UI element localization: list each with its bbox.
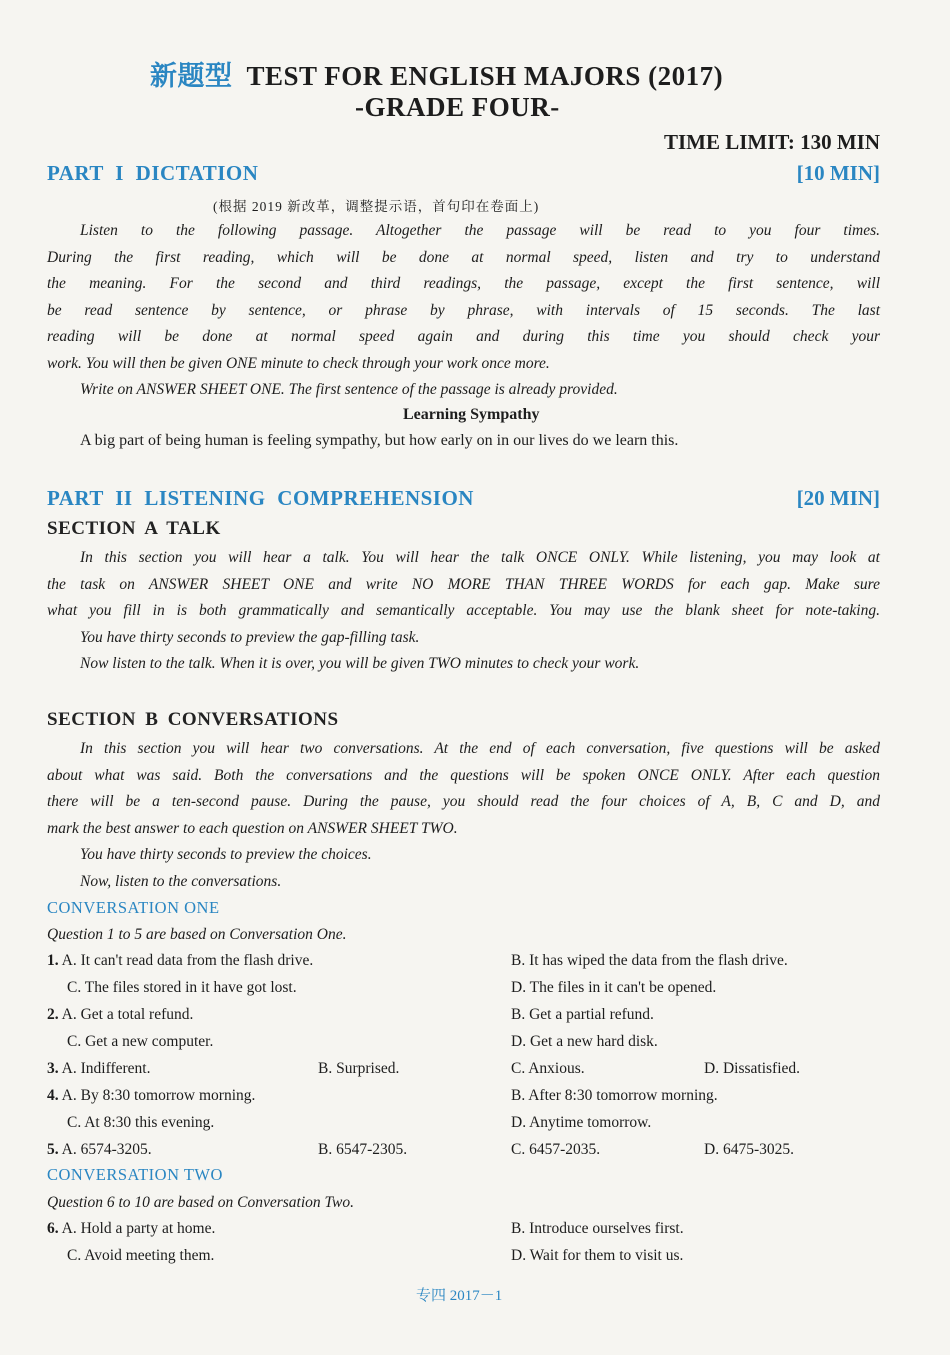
option-d: D. Dissatisfied. xyxy=(704,1060,801,1077)
time-limit: TIME LIMIT: 130 MIN xyxy=(663,130,880,154)
instruction-line: reading will be done at normal speed again and during this time you should check your xyxy=(47,328,880,345)
option-c: C. Avoid meeting them. xyxy=(67,1247,215,1264)
instruction-line: Now listen to the talk. When it is over, you will be given TWO minutes to check your work. xyxy=(80,655,640,672)
option-a: A. Hold a party at home. xyxy=(61,1220,216,1237)
instruction-line: about what was said. Both the conversations and the questions will be spoken ONCE ONLY. After each question xyxy=(47,766,880,784)
exam-subtitle: -GRADE FOUR- xyxy=(355,92,560,122)
option-b: B. 6547-2305. xyxy=(318,1141,408,1158)
option-c: C. Get a new computer. xyxy=(67,1033,214,1050)
title-cn: 新题型 xyxy=(150,61,233,91)
part1-note: (根据 2019 新改革，调整提示语，首句印在卷面上) xyxy=(213,199,540,214)
question-1 xyxy=(47,952,313,970)
option-d: D. Get a new hard disk. xyxy=(511,1033,658,1050)
question-number: 2. xyxy=(47,1006,59,1023)
option-a: A. Indifferent. xyxy=(61,1060,151,1077)
part1-time: [10 MIN] xyxy=(796,161,880,185)
question-number: 5. xyxy=(47,1141,59,1158)
instruction-line: You have thirty seconds to preview the gap-filling task. xyxy=(80,628,420,646)
instruction-line: You have thirty seconds to preview the choices. xyxy=(80,846,372,863)
option-c: C. At 8:30 this evening. xyxy=(67,1114,215,1131)
question-5 xyxy=(47,1141,152,1159)
page-number: 专四 2017－1 xyxy=(416,1288,503,1304)
instruction-line: be read sentence by sentence, or phrase by phrase, with intervals of 15 seconds. The last xyxy=(47,301,880,319)
option-a: A. By 8:30 tomorrow morning. xyxy=(61,1087,256,1104)
exam-title xyxy=(150,54,723,93)
instruction-line: mark the best answer to each question on ANSWER SHEET TWO. xyxy=(47,819,458,837)
instruction-line: Now, listen to the conversations. xyxy=(80,872,282,890)
conversation-two-heading: CONVERSATION TWO xyxy=(47,1165,223,1184)
part1-instructions xyxy=(47,218,880,404)
option-d: D. Anytime tomorrow. xyxy=(511,1114,652,1131)
question-3 xyxy=(47,1060,150,1078)
instruction-line: In this section you will hear a talk. You will hear the talk ONCE ONLY. While listening, you may look at xyxy=(80,549,880,566)
option-c: C. 6457-2035. xyxy=(511,1141,601,1158)
instruction-line: the meaning. For the second and third readings, the passage, except the first sentence, will xyxy=(47,275,880,292)
option-a: A. 6574-3205. xyxy=(61,1141,152,1158)
conversation-two-intro: Question 6 to 10 are based on Conversation Two. xyxy=(47,1194,354,1211)
option-c: C. Anxious. xyxy=(511,1060,585,1077)
title-line1: TEST FOR ENGLISH MAJORS (2017) xyxy=(246,61,724,91)
option-b: B. Surprised. xyxy=(318,1060,400,1077)
option-d: D. Wait for them to visit us. xyxy=(511,1247,684,1264)
option-a: A. Get a total refund. xyxy=(61,1006,194,1023)
sectionB-heading: SECTION B CONVERSATIONS xyxy=(47,709,339,730)
question-number: 1. xyxy=(47,952,59,969)
sectionA-instructions xyxy=(47,545,880,678)
passage-title: Learning Sympathy xyxy=(403,406,540,423)
part2-heading: PART II LISTENING COMPREHENSION xyxy=(47,486,474,510)
option-d: D. 6475-3025. xyxy=(704,1141,794,1158)
option-b: B. After 8:30 tomorrow morning. xyxy=(511,1087,718,1104)
instruction-line: Listen to the following passage. Altogether the passage will be read to you four times. xyxy=(80,222,880,239)
instruction-line: During the first reading, which will be done at normal speed, listen and try to understand xyxy=(47,248,880,266)
option-a: A. It can't read data from the flash drive. xyxy=(61,952,314,969)
instruction-line: the task on ANSWER SHEET ONE and write NO MORE THAN THREE WORDS for each gap. Make sure xyxy=(47,575,880,593)
instruction-line: what you fill in is both grammatically and semantically acceptable. You may use the blank sheet for note-taking. xyxy=(47,602,880,619)
sectionA-heading: SECTION A TALK xyxy=(47,518,221,539)
part2-time: [20 MIN] xyxy=(796,486,880,510)
option-b: B. Introduce ourselves first. xyxy=(511,1220,684,1237)
instruction-line: Write on ANSWER SHEET ONE. The first sentence of the passage is already provided. xyxy=(80,381,618,398)
option-b: B. It has wiped the data from the flash drive. xyxy=(511,952,788,969)
option-c: C. The files stored in it have got lost. xyxy=(67,979,297,996)
question-number: 4. xyxy=(47,1087,59,1104)
instruction-line: In this section you will hear two conversations. At the end of each conversation, five questions will be asked xyxy=(80,740,880,757)
conversation-one-intro: Question 1 to 5 are based on Conversation One. xyxy=(47,926,347,943)
first-sentence: A big part of being human is feeling sympathy, but how early on in our lives do we learn this. xyxy=(80,432,679,449)
conversation-one-heading: CONVERSATION ONE xyxy=(47,898,220,917)
question-2 xyxy=(47,1006,193,1024)
sectionB-instructions xyxy=(47,736,880,895)
option-b: B. Get a partial refund. xyxy=(511,1006,654,1023)
instruction-line: work. You will then be given ONE minute to check through your work once more. xyxy=(47,354,550,372)
question-number: 6. xyxy=(47,1220,59,1237)
option-d: D. The files in it can't be opened. xyxy=(511,979,717,996)
instruction-line: there will be a ten-second pause. During the pause, you should read the four choices of A, B, C and D, and xyxy=(47,793,880,810)
question-4 xyxy=(47,1087,255,1105)
part1-heading: PART I DICTATION xyxy=(47,161,259,185)
question-6 xyxy=(47,1220,215,1238)
question-number: 3. xyxy=(47,1060,59,1077)
